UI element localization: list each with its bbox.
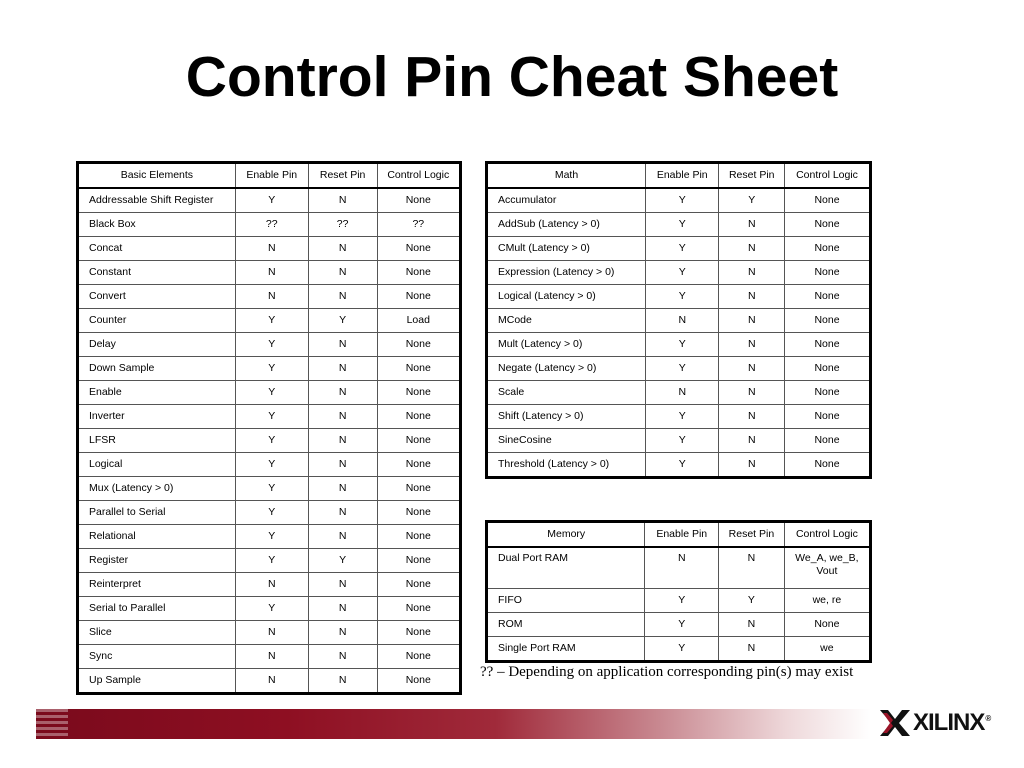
table-cell: N (719, 213, 785, 237)
element-name-cell: Convert (78, 285, 236, 309)
table-row (487, 261, 871, 285)
table-cell: Y (645, 589, 719, 613)
element-name-cell: Black Box (78, 213, 236, 237)
element-name-cell: Single Port RAM (487, 637, 645, 662)
table-cell: Y (235, 549, 308, 573)
element-name-cell: Up Sample (78, 669, 236, 694)
table-cell: None (784, 613, 870, 637)
table-cell: N (308, 477, 377, 501)
table-cell: None (377, 549, 460, 573)
column-header: Enable Pin (646, 163, 719, 189)
table-cell: None (377, 573, 460, 597)
table-cell: ?? (377, 213, 460, 237)
table-cell: None (785, 285, 871, 309)
table-cell: Y (235, 405, 308, 429)
table-cell: None (785, 309, 871, 333)
table-cell: Y (308, 309, 377, 333)
element-name-cell: Inverter (78, 405, 236, 429)
table-cell: N (235, 285, 308, 309)
column-header: Control Logic (784, 522, 870, 548)
element-name-cell: Register (78, 549, 236, 573)
element-name-cell: Dual Port RAM (487, 547, 645, 589)
table-cell: Y (235, 477, 308, 501)
table-cell: N (308, 597, 377, 621)
table-cell: None (785, 333, 871, 357)
table-cell: Y (646, 405, 719, 429)
table-row (78, 381, 461, 405)
table-cell: N (719, 285, 785, 309)
table-cell: None (377, 645, 460, 669)
element-name-cell: Down Sample (78, 357, 236, 381)
table-cell: None (377, 261, 460, 285)
table-cell: N (719, 309, 785, 333)
table-row (78, 429, 461, 453)
table-cell: N (235, 621, 308, 645)
table-cell: N (308, 573, 377, 597)
table-cell: Y (646, 237, 719, 261)
table-row (78, 597, 461, 621)
table-cell: Y (646, 333, 719, 357)
footnote: ?? – Depending on application corresponding pin(s) may exist (480, 664, 854, 680)
table-cell: Load (377, 309, 460, 333)
table-cell: Y (719, 188, 785, 213)
table-cell: Y (646, 429, 719, 453)
table-cell: None (377, 525, 460, 549)
table-row (78, 573, 461, 597)
table-cell: ?? (308, 213, 377, 237)
table-cell: N (308, 357, 377, 381)
column-header: Enable Pin (235, 163, 308, 189)
table-row (78, 477, 461, 501)
table-cell: ?? (235, 213, 308, 237)
table-cell: N (719, 405, 785, 429)
table-cell: Y (235, 309, 308, 333)
table-row (487, 637, 871, 662)
element-name-cell: Counter (78, 309, 236, 333)
column-header: Memory (487, 522, 645, 548)
table-cell: None (377, 357, 460, 381)
math-table (485, 161, 872, 479)
table-cell: N (646, 309, 719, 333)
xilinx-x-logo-icon (880, 710, 910, 736)
table-row (487, 589, 871, 613)
element-name-cell: Mult (Latency > 0) (487, 333, 646, 357)
table-row (487, 453, 871, 478)
table-cell: Y (235, 333, 308, 357)
table-cell: None (785, 453, 871, 478)
table-cell: Y (646, 261, 719, 285)
table-row (487, 188, 871, 213)
table-cell: Y (235, 429, 308, 453)
table-cell: N (308, 429, 377, 453)
table-cell: None (377, 621, 460, 645)
table-cell: None (377, 453, 460, 477)
table-row (78, 285, 461, 309)
xilinx-logo-text: XILINX® (913, 709, 991, 736)
table-cell: None (377, 285, 460, 309)
element-name-cell: Slice (78, 621, 236, 645)
table-cell: None (377, 188, 460, 213)
memory-table (485, 520, 872, 663)
table-row (487, 547, 871, 589)
element-name-cell: Logical (Latency > 0) (487, 285, 646, 309)
table-cell: N (719, 333, 785, 357)
basic-elements-table (76, 161, 462, 695)
table-cell: N (308, 525, 377, 549)
table-row (487, 405, 871, 429)
column-header: Reset Pin (719, 163, 785, 189)
column-header: Basic Elements (78, 163, 236, 189)
element-name-cell: FIFO (487, 589, 645, 613)
table-cell: None (377, 381, 460, 405)
element-name-cell: Delay (78, 333, 236, 357)
decorative-footer-bar (36, 709, 871, 739)
element-name-cell: Addressable Shift Register (78, 188, 236, 213)
table-row (487, 237, 871, 261)
table-cell: None (785, 213, 871, 237)
table-row (487, 309, 871, 333)
table-header-row (487, 163, 871, 189)
table-cell: None (785, 381, 871, 405)
table-row (487, 357, 871, 381)
table-cell: None (377, 669, 460, 694)
element-name-cell: CMult (Latency > 0) (487, 237, 646, 261)
table-cell: Y (719, 589, 785, 613)
table-cell: None (377, 501, 460, 525)
column-header: Control Logic (785, 163, 871, 189)
element-name-cell: Sync (78, 645, 236, 669)
table-cell: N (308, 188, 377, 213)
table-cell: N (719, 237, 785, 261)
table-cell: None (785, 357, 871, 381)
element-name-cell: MCode (487, 309, 646, 333)
table-cell: N (719, 357, 785, 381)
table-cell: None (377, 237, 460, 261)
element-name-cell: Scale (487, 381, 646, 405)
table-row (487, 285, 871, 309)
table-cell: Y (645, 637, 719, 662)
table-row (78, 621, 461, 645)
table-cell: we (784, 637, 870, 662)
table-row (78, 357, 461, 381)
table-cell: Y (645, 613, 719, 637)
table-cell: None (785, 261, 871, 285)
table-cell: N (308, 333, 377, 357)
table-row (78, 669, 461, 694)
element-name-cell: Threshold (Latency > 0) (487, 453, 646, 478)
table-cell: Y (646, 188, 719, 213)
column-header: Enable Pin (645, 522, 719, 548)
table-row (487, 381, 871, 405)
table-cell: N (645, 547, 719, 589)
element-name-cell: AddSub (Latency > 0) (487, 213, 646, 237)
table-row (487, 429, 871, 453)
element-name-cell: Serial to Parallel (78, 597, 236, 621)
table-cell: N (719, 429, 785, 453)
table-cell: N (719, 613, 785, 637)
table-cell: N (308, 501, 377, 525)
table-cell: N (308, 285, 377, 309)
table-row (78, 309, 461, 333)
table-cell: N (646, 381, 719, 405)
table-cell: Y (308, 549, 377, 573)
element-name-cell: Accumulator (487, 188, 646, 213)
table-cell: N (308, 237, 377, 261)
table-cell: N (235, 573, 308, 597)
element-name-cell: Relational (78, 525, 236, 549)
element-name-cell: Logical (78, 453, 236, 477)
table-cell: None (377, 405, 460, 429)
table-cell: None (785, 429, 871, 453)
table-cell: N (235, 645, 308, 669)
element-name-cell: LFSR (78, 429, 236, 453)
element-name-cell: Constant (78, 261, 236, 285)
column-header: Reset Pin (719, 522, 785, 548)
table-cell: Y (235, 597, 308, 621)
table-cell: None (785, 237, 871, 261)
table-row (78, 261, 461, 285)
table-cell: Y (235, 381, 308, 405)
table-cell: N (308, 621, 377, 645)
table-cell: Y (646, 213, 719, 237)
table-row (78, 549, 461, 573)
table-cell: We_A, we_B, Vout (784, 547, 870, 589)
table-cell: None (377, 477, 460, 501)
table-cell: N (308, 261, 377, 285)
table-row (78, 525, 461, 549)
table-cell: Y (235, 188, 308, 213)
table-row (78, 645, 461, 669)
footer-bar-stripes (36, 709, 68, 739)
column-header: Math (487, 163, 646, 189)
element-name-cell: Concat (78, 237, 236, 261)
table-row (78, 237, 461, 261)
element-name-cell: Enable (78, 381, 236, 405)
xilinx-logo (880, 709, 990, 737)
page-title: Control Pin Cheat Sheet (185, 45, 839, 109)
table-cell: Y (235, 453, 308, 477)
table-cell: None (785, 188, 871, 213)
table-cell: N (235, 669, 308, 694)
table-cell: Y (235, 525, 308, 549)
table-header-row (78, 163, 461, 189)
table-cell: None (785, 405, 871, 429)
table-cell: we, re (784, 589, 870, 613)
table-cell: N (308, 453, 377, 477)
element-name-cell: Negate (Latency > 0) (487, 357, 646, 381)
table-cell: N (235, 237, 308, 261)
table-cell: N (719, 547, 785, 589)
table-cell: Y (646, 285, 719, 309)
element-name-cell: Parallel to Serial (78, 501, 236, 525)
table-cell: N (719, 453, 785, 478)
column-header: Reset Pin (308, 163, 377, 189)
table-cell: N (719, 637, 785, 662)
table-row (487, 613, 871, 637)
table-cell: Y (235, 357, 308, 381)
table-row (78, 213, 461, 237)
table-header-row (487, 522, 871, 548)
element-name-cell: ROM (487, 613, 645, 637)
element-name-cell: Mux (Latency > 0) (78, 477, 236, 501)
table-row (78, 453, 461, 477)
column-header: Control Logic (377, 163, 460, 189)
table-cell: N (719, 261, 785, 285)
table-cell: N (308, 669, 377, 694)
table-row (78, 333, 461, 357)
table-cell: N (308, 405, 377, 429)
table-cell: Y (646, 357, 719, 381)
table-cell: Y (235, 501, 308, 525)
element-name-cell: SineCosine (487, 429, 646, 453)
table-cell: N (719, 381, 785, 405)
element-name-cell: Reinterpret (78, 573, 236, 597)
table-cell: None (377, 429, 460, 453)
table-row (487, 213, 871, 237)
element-name-cell: Shift (Latency > 0) (487, 405, 646, 429)
table-row (78, 188, 461, 213)
table-cell: N (308, 381, 377, 405)
table-row (487, 333, 871, 357)
element-name-cell: Expression (Latency > 0) (487, 261, 646, 285)
table-cell: None (377, 333, 460, 357)
table-cell: N (308, 645, 377, 669)
table-row (78, 405, 461, 429)
table-row (78, 501, 461, 525)
table-cell: None (377, 597, 460, 621)
table-cell: Y (646, 453, 719, 478)
table-cell: N (235, 261, 308, 285)
